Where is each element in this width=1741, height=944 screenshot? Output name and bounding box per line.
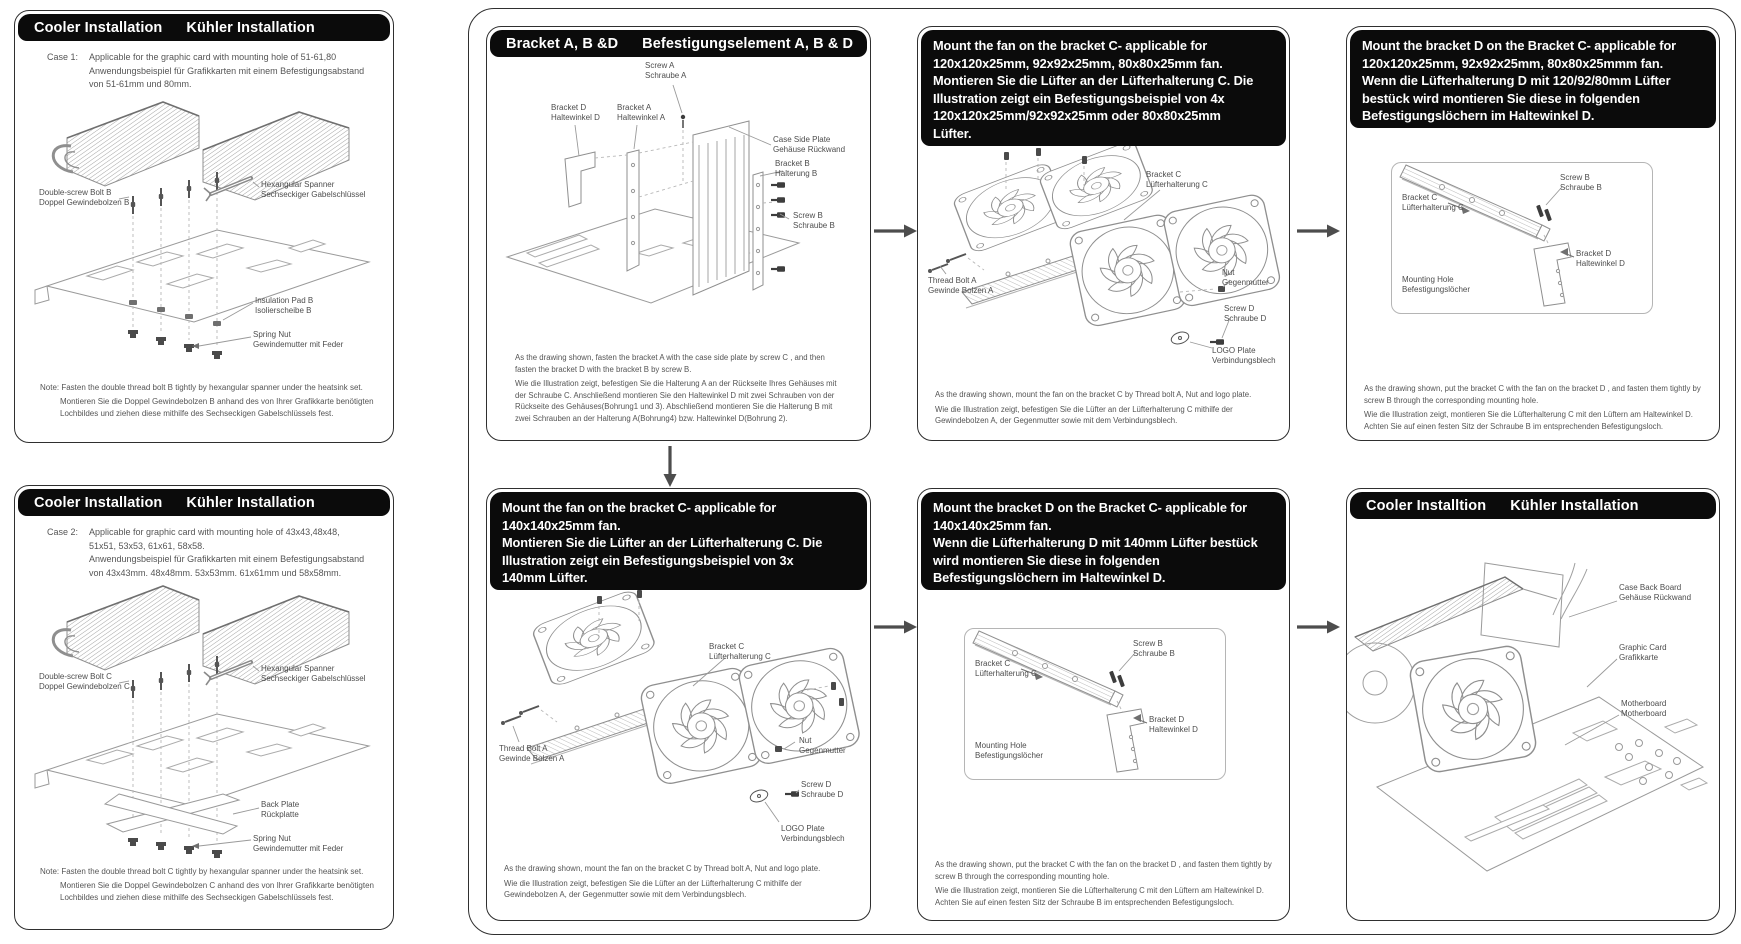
case2-note: Note: Fasten the double thread bolt C tightly by hexangular spanner under the heatsink set. Montieren Sie die Doppel Gewindebolzen C anhand des von Ihrer Grafikkarte benötigten Lochbildes und ziehen diese mithilfe des Sechseckigen Gabelschlüssels fest.: [40, 867, 374, 902]
part-label-mounting-hole: Mounting Hole Befestigungslöcher: [1402, 275, 1471, 294]
panel-title-case1: [18, 14, 390, 41]
flow-arrow-right-icon: [874, 223, 918, 239]
part-label-double-screw-bolt-b: Double-screw Bolt B Doppel Gewindebolzen B: [39, 187, 130, 207]
title-de: Kühler Installation: [186, 494, 315, 511]
case2-description: Case 2: Applicable for graphic card with mounting hole of 43x43,48x48, 51x51, 53x53, 61x61, 58x58. Anwendungsbeispiel für Grafikkarten mit einem Befestigungsabstand von 43x43mm. 48x48mm. 53x53mm. 61x61mm und 58x58mm.: [47, 527, 365, 578]
part-label-hexangular-spanner: Hexangular Spanner Sechseckiger Gabelschlüssel: [261, 179, 366, 199]
panel-mount-fan-140: [486, 488, 871, 921]
instruction-header-fan-120: Mount the fan on the bracket C- applicable for 120x120x25mm, 92x92x25mm, 80x80x25mm fan. Montieren Sie die Lüfter an der Lüfterhalterung C. Die Illustration zeigt ein Befestigungsbeispiel von 4x 120x120x25mm/92x92x25mm oder 80x80x25mm Lüfter.: [921, 30, 1286, 146]
fan-140-note: As the drawing shown, mount the fan on the bracket C by Thread bolt A, Nut and logo plate. Wie die Illustration zeigt, befestigen Sie die Lüfter an der Lüfterhalterung C mithilfe der Gewindebolzen A, der Gegenmutter sowie mit dem Verbindungsblech.: [504, 864, 821, 899]
flow-arrow-right-icon: [874, 619, 918, 635]
panel-mount-bracket-d-120: [1346, 26, 1720, 441]
part-label-screw-d: Screw D Schraube D: [1224, 304, 1267, 323]
part-label-bracket-d: Bracket D Haltewinkel D: [551, 103, 600, 122]
case1-exploded-diagram: [15, 92, 393, 376]
panel-cooler-installation-final: [1346, 488, 1720, 921]
instruction-header-fan-140: Mount the fan on the bracket C- applicable for 140x140x25mm fan. Montieren Sie die Lüfter an der Lüfterhalterung C. Die Illustration zeigt ein Befestigungsbeispiel von 3x 140mm Lüfter.: [490, 492, 867, 590]
panel-mount-fan-120: [917, 26, 1290, 441]
bracket-d-140-note: As the drawing shown, put the bracket C with the fan on the bracket D , and fasten them tightly by screw B through the corresponding mounting hole. Wie die Illustration zeigt, montieren Sie die Lüfterhalterung C mit den Lüftern am Haltewinkel D. Achten Sie auf einen festen Sitz der Schraube B im entsprechenden Befestigungsloch.: [935, 860, 1272, 907]
part-label-bracket-c: Bracket C Lüfterhalterung C: [975, 659, 1037, 678]
case1-note: Note: Fasten the double thread bolt B tightly by hexangular spanner under the heatsink set. Montieren Sie die Doppel Gewindebolzen B anhand des von Ihrer Grafikkarte benötigten Lochbildes und ziehen diese mithilfe des Sechseckigen Gabelschlüssels fest.: [40, 382, 374, 418]
part-label-bracket-c: Bracket C Lüfterhalterung C: [1402, 193, 1464, 212]
bracket-abd-diagram: [487, 57, 870, 347]
panel-bracket-abd: [486, 26, 871, 441]
part-label-mounting-hole: Mounting Hole Befestigungslöcher: [975, 741, 1044, 760]
panel-cooler-installation-case1: [14, 10, 394, 443]
part-label-nut: Nut Gegenmutter: [799, 736, 846, 755]
title-en: Cooler Installation: [34, 19, 163, 36]
detail-box: [964, 628, 1226, 780]
part-label-bracket-d: Bracket D Haltewinkel D: [1149, 715, 1198, 734]
installation-flow-container: [468, 8, 1736, 935]
part-label-spring-nut: Spring Nut Gewindemutter mit Feder: [253, 329, 344, 349]
title-en: Cooler Installation: [34, 494, 163, 511]
case-side-plate-drawing: [487, 57, 868, 347]
detail-box: [1391, 162, 1653, 314]
part-label-case-back-board: Case Back Board Gehäuse Rückwand: [1619, 583, 1692, 602]
part-label-bracket-c: Bracket C Lüfterhalterung C: [709, 642, 771, 661]
part-label-bracket-c: Bracket C Lüfterhalterung C: [1146, 170, 1208, 189]
part-label-screw-a: Screw A Schraube A: [645, 61, 687, 80]
part-label-screw-b: Screw B Schraube B: [1133, 639, 1175, 658]
part-label-thread-bolt-a: Thread Bolt A Gewinde Bolzen A: [499, 744, 565, 763]
panel-title-final: Cooler Installtion Kühler Installation: [1350, 492, 1716, 519]
part-label-bracket-a: Bracket A Haltewinkel A: [617, 103, 666, 122]
heatsink-backplate-drawing: [15, 580, 389, 860]
part-label-screw-d: Screw D Schraube D: [801, 780, 844, 799]
panel-title-case2: [18, 489, 390, 516]
part-label-thread-bolt-a: Thread Bolt A Gewinde Bolzen A: [928, 276, 994, 295]
part-label-graphic-card: Graphic Card Grafikkarte: [1619, 643, 1667, 662]
title-de: Kühler Installation: [186, 19, 315, 36]
part-label-logo-plate: LOGO Plate Verbindungsblech: [1212, 346, 1276, 365]
flow-arrow-right-icon: [1297, 619, 1341, 635]
bracket-d-120-diagram: [1347, 128, 1719, 378]
instruction-header-bracket-d-140: Mount the bracket D on the Bracket C- applicable for 140x140x25mm fan. Wenn die Lüfterhalterung D mit 140mm Lüfter bestück wird montieren Sie diese in folgenden Befestigungslöchern im Haltewinkel D.: [921, 492, 1286, 590]
bracket-d-120-note: As the drawing shown, put the bracket C with the fan on the bracket D , and fasten them tightly by screw B through the corresponding mounting hole. Wie die Illustration zeigt, montieren Sie die Lüfterhalterung C mit den Lüftern am Haltewinkel D. Achten Sie auf einen festen Sitz der Schraube B im entsprechenden Befestigungsloch.: [1364, 384, 1701, 431]
part-label-bracket-d: Bracket D Haltewinkel D: [1576, 249, 1625, 268]
panel-mount-bracket-d-140: [917, 488, 1290, 921]
instruction-header-bracket-d-120: Mount the bracket D on the Bracket C- applicable for 120x120x25mm, 92x92x25mm, 80x80x25mmm fan. Wenn die Lüfterhalterung D mit 120/92/80mm Lüfter bestück wird montieren Sie diese in folgenden Befestigungslöchern im Haltewinkel D.: [1350, 30, 1716, 128]
part-label-case-side-plate: Case Side Plate Gehäuse Rückwand: [773, 135, 846, 154]
part-label-bracket-b: Bracket B Halterung B: [775, 159, 818, 178]
fan-140-diagram: [487, 590, 870, 858]
part-label-screw-b: Screw B Schraube B: [1560, 173, 1602, 192]
case2-exploded-diagram: [15, 580, 393, 860]
part-label-motherboard: Motherboard Motherboard: [1621, 699, 1667, 718]
part-label-logo-plate: LOGO Plate Verbindungsblech: [781, 824, 845, 843]
part-label-spring-nut: Spring Nut Gewindemutter mit Feder: [253, 834, 344, 853]
bracket-d-140-diagram: [918, 590, 1289, 854]
case1-description: Case 1: Applicable for the graphic card with mounting hole of 51-61,80 Anwendungsbeispiel für Grafikkarten mit einem Befestigungsabstand von 51-61mm und 80mm.: [47, 52, 365, 89]
panel-title-bracket-abd: Bracket A, B &D Befestigungselement A, B & D: [490, 30, 867, 57]
fan-bracket-drawing: [487, 590, 868, 858]
fan-120-diagram: [918, 146, 1289, 384]
part-label-screw-b: Screw B Schraube B: [793, 211, 835, 230]
part-label-insulation-pad-b: Insulation Pad B Isolierscheibe B: [255, 295, 314, 315]
part-label-double-screw-bolt-c: Double-screw Bolt C Doppel Gewindebolzen C: [39, 672, 130, 691]
panel-cooler-installation-case2: [14, 485, 394, 930]
flow-arrow-right-icon: [1297, 223, 1341, 239]
part-label-nut: Nut Gegenmutter: [1222, 268, 1269, 287]
bracket-abd-note: As the drawing shown, fasten the bracket A with the case side plate by screw C , and then fasten the bracket D with the bracket B by screw B. Wie die Illustration zeigt, befestigen Sie die Halterung A an der Rückseite Ihres Gehäuses mit der Schraube C. Anschließend montieren Sie den Haltewinkel D mit zwei Schrauben von der Rückseite des Gehäuses(Bohrung1 und 3). Abschließend montieren Sie die Halterung B mit zwei Schrauben an der Halterung A(Bohrung4) bzw. Haltewinkel D(Bohrung 2).: [515, 353, 837, 423]
part-label-hexangular-spanner: Hexangular Spanner Sechseckiger Gabelschlüssel: [261, 664, 366, 683]
part-label-back-plate: Back Plate Rückplatte: [261, 800, 300, 819]
fan-120-note: As the drawing shown, mount the fan on the bracket C by Thread bolt A, Nut and logo plate. Wie die Illustration zeigt, befestigen Sie die Lüfter an der Lüfterhalterung C mithilfe der Gewindebolzen A, der Gegenmutter sowie mit dem Verbindungsblech.: [935, 390, 1252, 425]
flow-arrow-down-icon: [662, 446, 678, 488]
final-assembly-diagram: [1347, 519, 1719, 917]
